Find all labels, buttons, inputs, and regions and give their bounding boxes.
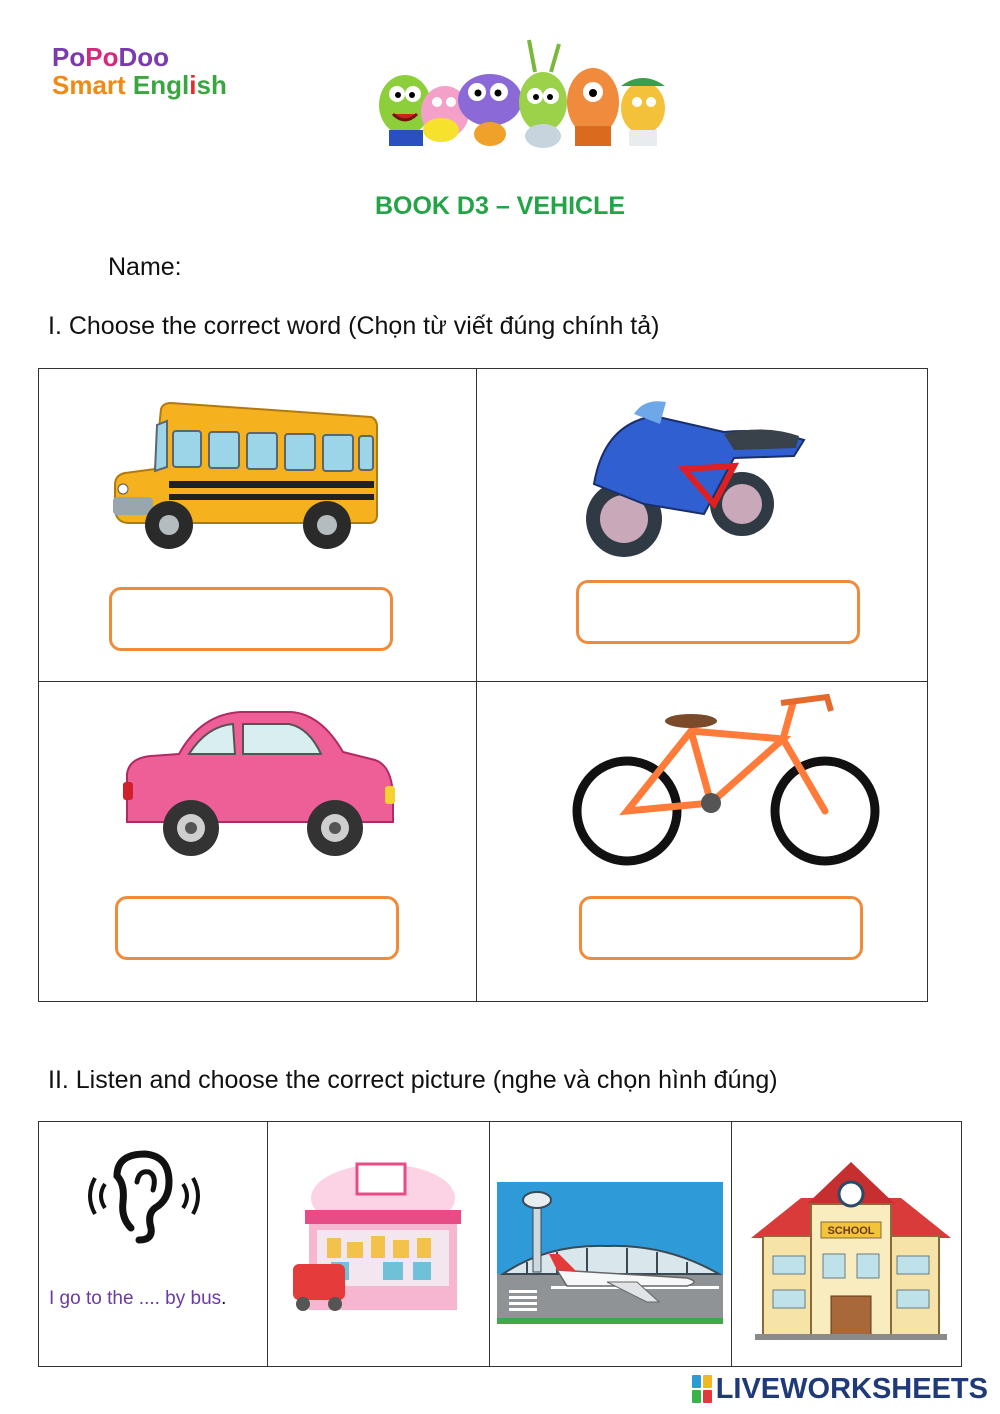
worksheet-title: BOOK D3 – VEHICLE [374,192,626,220]
logo-text: i [189,70,197,100]
grid-divider [489,1122,490,1366]
prompt-text: I go to the .... by bus [49,1288,222,1309]
listening-grid [38,1121,962,1367]
grid-divider [731,1122,732,1366]
logo-text: Smart [52,70,133,100]
popodoo-logo [52,44,252,104]
logo-text: Po [85,42,119,72]
airport-picture[interactable] [497,1182,723,1324]
answer-box-1[interactable] [109,587,393,651]
supermarket-picture[interactable] [287,1158,465,1318]
school-bus-picture [109,399,379,554]
school-sign: SCHOOL [827,1225,875,1237]
logo-text: sh [196,70,227,100]
car-picture [121,704,396,864]
mascot-alien [519,40,567,148]
listening-prompt [49,1288,226,1310]
bicycle-picture [571,691,883,871]
section2-heading: II. Listen and choose the correct picture (nghe và chọn hình đúng) [48,1066,778,1094]
logo-text: Po [52,42,86,72]
answer-box-2[interactable] [576,580,860,644]
logo-text: Doo [118,42,170,72]
mascot-yellow-cap [621,78,665,146]
name-label: Name: [108,253,182,281]
answer-box-4[interactable] [579,896,863,960]
brand-text: LIVEWORKSHEETS [715,1372,988,1405]
liveworksheets-logo-icon [692,1375,712,1403]
grid-divider [476,369,477,1001]
grid-divider [39,681,927,682]
section1-heading: I. Choose the correct word (Chọn từ viết đúng chính tả) [48,312,660,340]
motorbike-picture [574,394,814,559]
answer-box-3[interactable] [115,896,399,960]
school-picture[interactable] [747,1158,955,1342]
listen-ear-icon[interactable] [81,1148,209,1244]
mascot-purple [458,74,522,146]
prompt-period: . [221,1288,227,1309]
logo-text: Engl [132,70,190,100]
vocab-grid [38,368,928,1002]
mascot-orange [567,68,619,146]
liveworksheets-brand [692,1372,988,1406]
mascots-illustration [365,30,675,158]
grid-divider [267,1122,268,1366]
